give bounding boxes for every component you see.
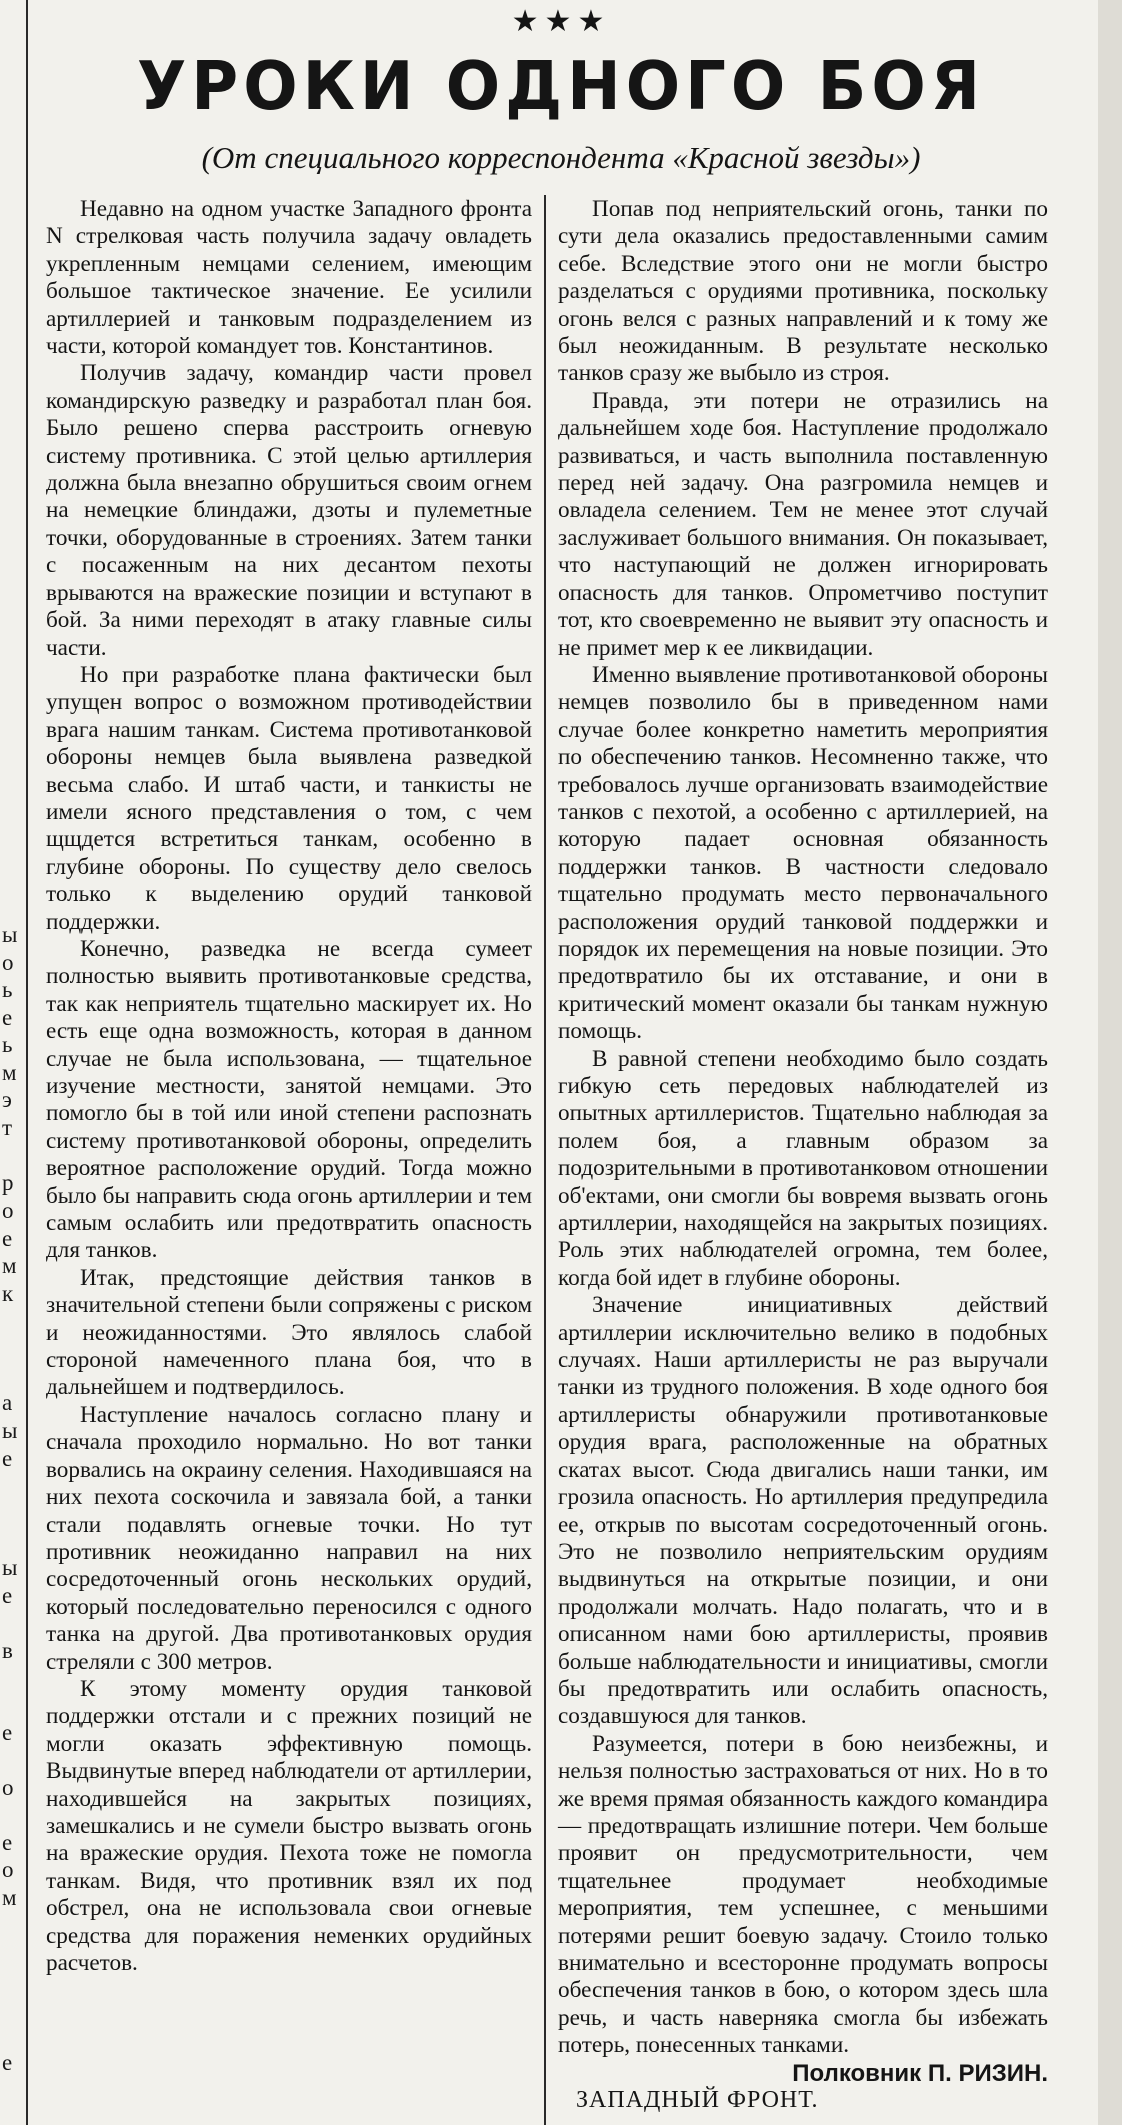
dateline-front: ЗАПАДНЫЙ ФРОНТ. — [576, 2087, 819, 2114]
left-column-rule — [26, 0, 28, 2125]
left-margin-fragments — [0, 0, 24, 2125]
article-paragraph: Но при разработке плана фактически был упущен вопрос о возможном противодействии врага нашим танкам. Система противотанковой обороны немцев была выявлена разведкой весьма слабо. И штаб части, и танкисты не имели ясного представления о том, с чем щщдется встретиться танкам, особенно в глубине обороны. По существу дело свелось только к выделению орудий танковой поддержки. — [46, 661, 532, 935]
page-right-edge — [1098, 0, 1122, 2125]
article-column-left — [46, 196, 532, 1977]
margin-fragment: м — [2, 1253, 17, 1278]
margin-fragment: е — [2, 1226, 13, 1251]
margin-fragment: м — [2, 1060, 17, 1085]
article-paragraph: Наступление началось согласно плану и сначала проходило нормально. Но вот танки ворвались на окраину селения. Находившаяся на них пехота соскочила и завязала бой, а танки стали подавлять огневые точки. Но тут противник неожиданно направил на них сосредоточенный огонь нескольких орудий, который последовательно переносился с одного танка на другой. Два противотанковых орудия стреляли с 300 метров. — [46, 1401, 532, 1675]
article-paragraph: Разумеется, потери в бою неизбежны, и нельзя полностью застраховаться от них. Но в то же время прямая обязанность каждого командира — предотвращать излишние потери. Чем больше проявит он предусмотрительности, чем тщательнее продумает необходимые мероприятия, тем успешнее, с меньшими потерями решит боевую задачу. Стоило только внимательно и всесторонне продумать вопросы обеспечения танков в бою, о котором здесь шла речь, и часть наверняка смогла бы избежать потерь, понесенных танками. — [558, 1730, 1048, 2059]
margin-fragment: е — [2, 1830, 13, 1855]
margin-fragment: е — [2, 2050, 13, 2075]
margin-fragment: о — [2, 1198, 14, 1223]
margin-fragment: о — [2, 950, 14, 975]
margin-fragment: о — [2, 1857, 14, 1882]
margin-fragment: э — [2, 1087, 12, 1112]
margin-fragment: е — [2, 1720, 13, 1745]
margin-fragment: е — [2, 1583, 13, 1608]
article-column-right — [558, 196, 1048, 2114]
margin-fragment: е — [2, 1005, 13, 1030]
margin-fragment: в — [2, 1638, 13, 1663]
column-divider — [544, 195, 546, 2125]
stars-ornament: ★★★ — [511, 5, 611, 38]
article-paragraph: Получив задачу, командир части провел командирскую разведку и разработал план боя. Было решено сперва расстроить огневую систему противника. С этой целью артиллерия должна была внезапно обрушиться своим огнем на немецкие блиндажи, дзоты и пулеметные точки, оборудованные в строениях. Затем танки с посаженным на них десантом пехоты врываются на вражеские позиции и вступают в бой. За ними переходят в атаку главные силы части. — [46, 360, 532, 661]
article-paragraph: Конечно, разведка не всегда сумеет полностью выявить противотанковые средства, так как неприятель тщательно маскирует их. Но есть еще одна возможность, которая в данном случае не была использована, — тщательное изучение местности, занятой немцами. Это помогло бы в той или иной степени распознать систему противотанковой обороны, определить вероятное расположение орудий. Тогда можно было бы направить сюда огонь артиллерии и тем самым ослабить или предотвратить опасность для танков. — [46, 935, 532, 1264]
article-paragraph: К этому моменту орудия танковой поддержки отстали и с прежних позиций не могли оказать эффективную помощь. Выдвинутые вперед наблюдатели от артиллерии, находившейся на закрытых позициях, замешкались и не сумели быстро вызвать огонь на вражеские орудия. Пехота тоже не помогла танкам. Видя, что противник взял их под обстрел, она не использовала свои огневые средства для поражения неменких орудийных расчетов. — [46, 1675, 532, 1976]
margin-fragment: р — [2, 1170, 14, 1195]
margin-fragment: м — [2, 1885, 17, 1910]
margin-fragment: ь — [2, 1032, 13, 1057]
article-paragraph: Недавно на одном участке Западного фронта N стрелковая часть получила задачу овладеть укрепленным немцами селением, имеющим большое тактическое значение. Ее усилили артиллерией и танковым подразделением из части, которой командует тов. Константинов. — [46, 196, 532, 360]
margin-fragment: ь — [2, 977, 13, 1002]
margin-fragment: т — [2, 1115, 13, 1140]
margin-fragment: е — [2, 1446, 13, 1471]
article-paragraph: Значение инициативных действий артиллерии исключительно велико в подобных случаях. Наши артиллеристы не раз выручали танки из трудного положения. В ходе одного боя артиллеристы обнаружили противотанковые орудия врага, расположенные на обратных скатах высот. Сюда двигались наши танки, им грозила опасность. Но артиллерия предупредила ее, открыв по высотам сосредоточенный огонь. Это не позволило неприятельским орудиям выдвинуться на открытые позиции, и они продолжали молчать. Надо полагать, что и в описанном нами бою артиллеристы, проявив больше наблюдательности и инициативы, смогли бы предотвратить или ослабить опасность, создавшуюся для танков. — [558, 1292, 1048, 1730]
article-headline: УРОКИ ОДНОГО БОЯ — [136, 48, 986, 126]
margin-fragment: о — [2, 1775, 14, 1800]
article-paragraph: Попав под неприятельский огонь, танки по сути дела оказались предоставленными самим себе. Вследствие этого они не могли быстро разделаться с орудиями противника, поскольку огонь велся с разных направлений и к тому же был неожиданным. В результате несколько танков сразу же выбыло из строя. — [558, 196, 1048, 387]
article-paragraph: Именно выявление противотанковой обороны немцев позволило бы в приведенном нами случае более конкретно наметить мероприятия по обеспечению танков. Несомненно также, что требовалось лучше организовать взаимодействие танков с пехотой, а особенно с артиллерией, на которую падает основная обязанность поддержки танков. В частности следовало тщательно продумать место первоначального расположения орудий танковой поддержки и порядок их перемещения на новые позиции. Это предотвратило бы их отставание, и они в критический момент оказали бы танкам нужную помощь. — [558, 661, 1048, 1045]
article-byline: (От специального корреспондента «Красной звезды») — [201, 140, 921, 175]
margin-fragment: ы — [2, 1555, 18, 1580]
article-paragraph: Итак, предстоящие действия танков в значительной степени были сопряжены с риском и неожиданностями. Это являлось слабой стороной намеченного плана боя, что в дальнейшем и подтвердилось. — [46, 1264, 532, 1401]
article-paragraph: Правда, эти потери не отразились на дальнейшем ходе боя. Наступление продолжало развиваться, и часть выполнила поставленную перед ней задачу. Она разгромила немцев и овладела селением. Тем не менее этот случай заслуживает большого внимания. Он показывает, что наступающий не должен игнорировать опасность для танков. Опрометчиво поступит тот, кто своевременно не выявит эту опасность и не примет мер к ее ликвидации. — [558, 387, 1048, 661]
margin-fragment: ы — [2, 922, 18, 947]
author-signature: Полковник П. РИЗИН. — [792, 2059, 1048, 2087]
margin-fragment: ы — [2, 1418, 18, 1443]
margin-fragment: а — [2, 1390, 13, 1415]
margin-fragment: к — [2, 1281, 14, 1306]
article-paragraph: В равной степени необходимо было создать гибкую сеть передовых наблюдателей из опытных артиллеристов. Тщательно наблюдая за полем боя, а главным образом за подозрительными в противотанковом отношении об'ектами, они смогли бы вовремя вызвать огонь артиллерии, находящейся на закрытых позициях. Роль этих наблюдателей огромна, тем более, когда бой идет в глубине обороны. — [558, 1045, 1048, 1291]
